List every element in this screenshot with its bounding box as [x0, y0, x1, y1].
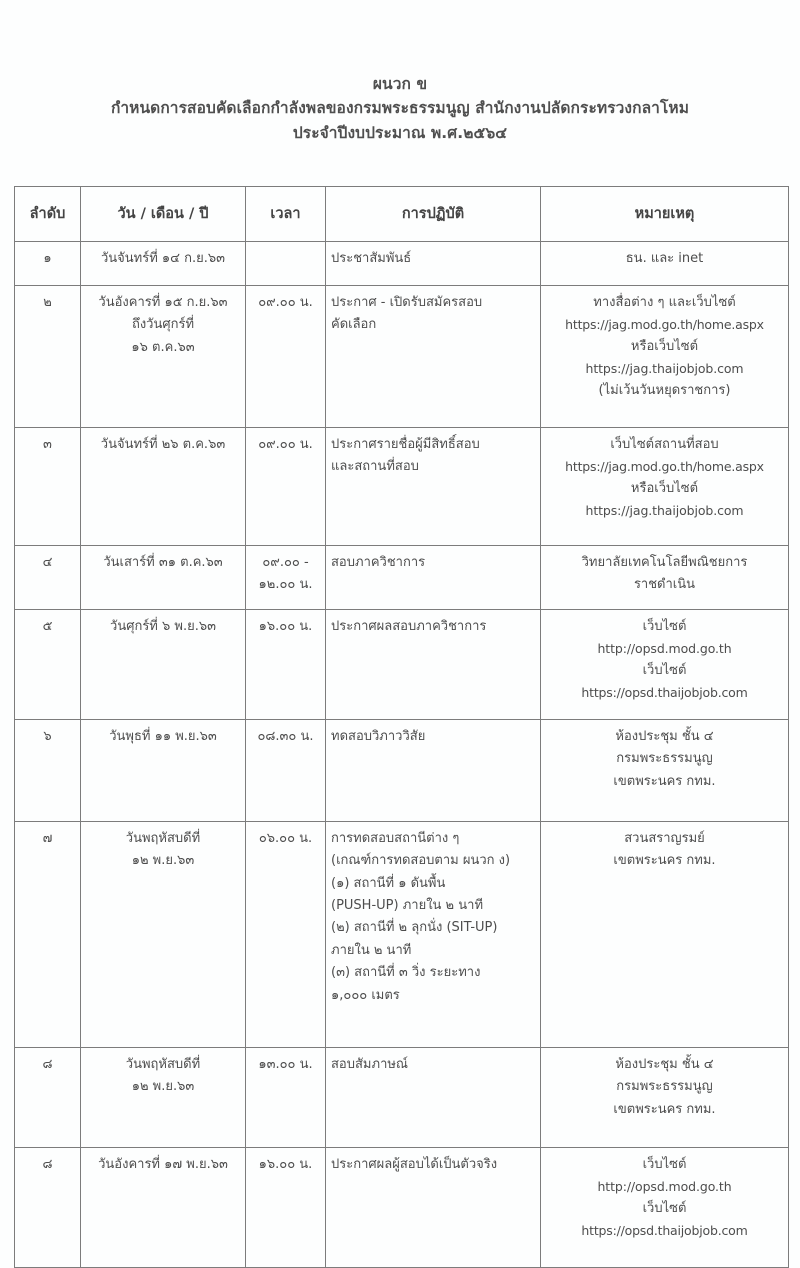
text-line: เว็บไซต์สถานที่สอบ: [610, 437, 719, 452]
activity: [326, 720, 541, 822]
note: [541, 1148, 789, 1268]
text-line: (เกณฑ์การทดสอบตาม ผนวก ง): [331, 853, 511, 869]
text-line: (ไม่เว้นวันหยุดราชการ): [598, 382, 731, 398]
time: [246, 428, 326, 546]
url-text: https://jag.mod.go.th/home.aspx: [565, 317, 764, 333]
activity: [326, 428, 541, 546]
text-line: ประชาสัมพันธ์: [331, 251, 412, 266]
activity: [326, 1148, 541, 1268]
text-line: ทดสอบวิภาววิสัย: [331, 729, 426, 744]
text-line: วันศุกร์ที่ ๖ พ.ย.๖๓: [110, 619, 216, 634]
schedule-table: [14, 186, 789, 1268]
table-row: [15, 610, 789, 720]
date: [81, 1048, 246, 1148]
text-line: (๑) สถานีที่ ๑ ดันพื้น: [331, 875, 446, 891]
time: [246, 1048, 326, 1148]
url-text: http://opsd.mod.go.th: [597, 1179, 732, 1195]
text-line: เว็บไซต์: [642, 1157, 687, 1172]
text-line: เว็บไซต์: [642, 619, 687, 634]
text-line: ๑๒.๐๐ น.: [258, 577, 313, 593]
text-line: สอบสัมภาษณ์: [331, 1057, 408, 1072]
table-row: [15, 1048, 789, 1148]
date: [81, 1148, 246, 1268]
note: [541, 286, 789, 428]
time: [246, 822, 326, 1048]
cell-no: ๗: [15, 822, 81, 1048]
text-line: ๐๖.๐๐ น.: [258, 831, 313, 846]
text-line: หรือเว็บไซต์: [630, 480, 699, 496]
text-line: ถึงวันศุกร์ที่: [131, 317, 195, 333]
cell-no: ๘: [15, 1148, 81, 1268]
activity: [326, 610, 541, 720]
url-text: https://jag.thaijobjob.com: [585, 361, 744, 377]
cell-no: ๖: [15, 720, 81, 822]
text-line: เขตพระนคร กทม.: [613, 1101, 716, 1117]
text-line: ๐๙.๐๐ น.: [258, 295, 313, 310]
text-line: เว็บไซต์: [642, 662, 687, 678]
column-header-no: ลำดับ: [15, 187, 81, 242]
text-line: ธน. และ inet: [625, 251, 704, 266]
date: [81, 242, 246, 286]
date: [81, 720, 246, 822]
text-line: ทางสื่อต่าง ๆ และเว็บไซต์: [593, 295, 736, 310]
text-line: ๑๖.๐๐ น.: [258, 619, 313, 634]
table-row: [15, 546, 789, 610]
text-line: วันจันทร์ที่ ๑๔ ก.ย.๖๓: [100, 251, 226, 266]
text-line: ประกาศรายชื่อผู้มีสิทธิ์สอบ: [331, 437, 480, 452]
time: [246, 242, 326, 286]
text-line: ห้องประชุม ชั้น ๔: [615, 1057, 714, 1072]
note: [541, 1048, 789, 1148]
text-line: ๑๒ พ.ย.๖๓: [131, 853, 195, 869]
text-line: (๓) สถานีที่ ๓ วิ่ง ระยะทาง: [331, 965, 481, 981]
page-subtitle: ประจำปีงบประมาณ พ.ศ.๒๕๖๔: [292, 123, 508, 142]
document-title-block: [0, 72, 800, 145]
text-line: วันพฤหัสบดีที่: [125, 831, 201, 846]
column-header-date: วัน / เดือน / ปี: [81, 187, 246, 242]
table-header-row: [15, 187, 789, 242]
table-row: [15, 428, 789, 546]
note: [541, 428, 789, 546]
text-line: เขตพระนคร กทม.: [613, 853, 716, 869]
text-line: คัดเลือก: [331, 317, 377, 333]
time: [246, 1148, 326, 1268]
activity: [326, 546, 541, 610]
time: [246, 546, 326, 610]
cell-no: ๕: [15, 610, 81, 720]
text-line: (PUSH-UP) ภายใน ๒ นาที: [331, 898, 484, 914]
text-line: วันจันทร์ที่ ๒๖ ต.ค.๖๓: [100, 437, 226, 452]
time: [246, 720, 326, 822]
url-text: https://opsd.thaijobjob.com: [581, 685, 748, 701]
page-title: กำหนดการสอบคัดเลือกกำลังพลของกรมพระธรรมนูญ สำนักงานปลัดกระทรวงกลาโหม: [110, 99, 690, 118]
cell-no: ๓: [15, 428, 81, 546]
time: [246, 610, 326, 720]
text-line: ๐๙.๐๐ -: [262, 555, 309, 570]
text-line: (๒) สถานีที่ ๒ ลุกนั่ง (SIT-UP): [331, 920, 498, 936]
url-text: https://jag.thaijobjob.com: [585, 503, 744, 519]
activity: [326, 822, 541, 1048]
text-line: วิทยาลัยเทคโนโลยีพณิชยการ: [581, 555, 748, 570]
text-line: หรือเว็บไซต์: [630, 338, 699, 354]
activity: [326, 242, 541, 286]
table-row: [15, 286, 789, 428]
text-line: สวนสราญรมย์: [624, 831, 705, 846]
time: [246, 286, 326, 428]
text-line: ภายใน ๒ นาที: [331, 942, 412, 958]
cell-no: ๔: [15, 546, 81, 610]
text-line: เว็บไซต์: [642, 1200, 687, 1216]
date: [81, 286, 246, 428]
text-line: ๑๖.๐๐ น.: [258, 1157, 313, 1172]
text-line: วันอังคารที่ ๑๕ ก.ย.๖๓: [98, 295, 228, 310]
date: [81, 822, 246, 1048]
text-line: ๑๒ พ.ย.๖๓: [131, 1079, 195, 1095]
column-header-time: เวลา: [246, 187, 326, 242]
text-line: ๑๖ ต.ค.๖๓: [131, 339, 195, 355]
appendix-label: ผนวก ข: [372, 75, 428, 93]
text-line: วันพุธที่ ๑๑ พ.ย.๖๓: [109, 729, 217, 744]
note: [541, 822, 789, 1048]
table-row: [15, 1148, 789, 1268]
text-line: ๑,๐๐๐ เมตร: [331, 987, 400, 1003]
text-line: กรมพระธรรมนูญ: [616, 1079, 713, 1095]
text-line: วันพฤหัสบดีที่: [125, 1057, 201, 1072]
text-line: วันอังคารที่ ๑๗ พ.ย.๖๓: [98, 1157, 228, 1172]
text-line: และสถานที่สอบ: [331, 459, 419, 475]
date: [81, 546, 246, 610]
text-line: กรมพระธรรมนูญ: [616, 751, 713, 767]
cell-no: ๒: [15, 286, 81, 428]
note: [541, 546, 789, 610]
text-line: ๑๓.๐๐ น.: [258, 1057, 313, 1072]
table-row: [15, 242, 789, 286]
url-text: http://opsd.mod.go.th: [597, 641, 732, 657]
text-line: ราชดำเนิน: [633, 577, 696, 593]
table-row: [15, 720, 789, 822]
text-line: สอบภาควิชาการ: [331, 555, 426, 570]
cell-no: ๘: [15, 1048, 81, 1148]
note: [541, 720, 789, 822]
text-line: การทดสอบสถานีต่าง ๆ: [331, 831, 460, 846]
note: [541, 242, 789, 286]
activity: [326, 286, 541, 428]
url-text: https://opsd.thaijobjob.com: [581, 1223, 748, 1239]
text-line: เขตพระนคร กทม.: [613, 773, 716, 789]
text-line: ประกาศ - เปิดรับสมัครสอบ: [331, 295, 483, 310]
url-text: https://jag.mod.go.th/home.aspx: [565, 459, 764, 475]
text-line: ประกาศผลผู้สอบได้เป็นตัวจริง: [331, 1157, 498, 1172]
text-line: ประกาศผลสอบภาควิชาการ: [331, 619, 487, 634]
table-row: [15, 822, 789, 1048]
cell-no: ๑: [15, 242, 81, 286]
column-header-note: หมายเหตุ: [541, 187, 789, 242]
text-line: ๐๘.๓๐ น.: [257, 729, 314, 744]
date: [81, 428, 246, 546]
column-header-activity: การปฏิบัติ: [326, 187, 541, 242]
activity: [326, 1048, 541, 1148]
text-line: ๐๙.๐๐ น.: [258, 437, 313, 452]
note: [541, 610, 789, 720]
table-body: [15, 242, 789, 1268]
date: [81, 610, 246, 720]
text-line: วันเสาร์ที่ ๓๑ ต.ค.๖๓: [103, 555, 223, 570]
text-line: ห้องประชุม ชั้น ๔: [615, 729, 714, 744]
